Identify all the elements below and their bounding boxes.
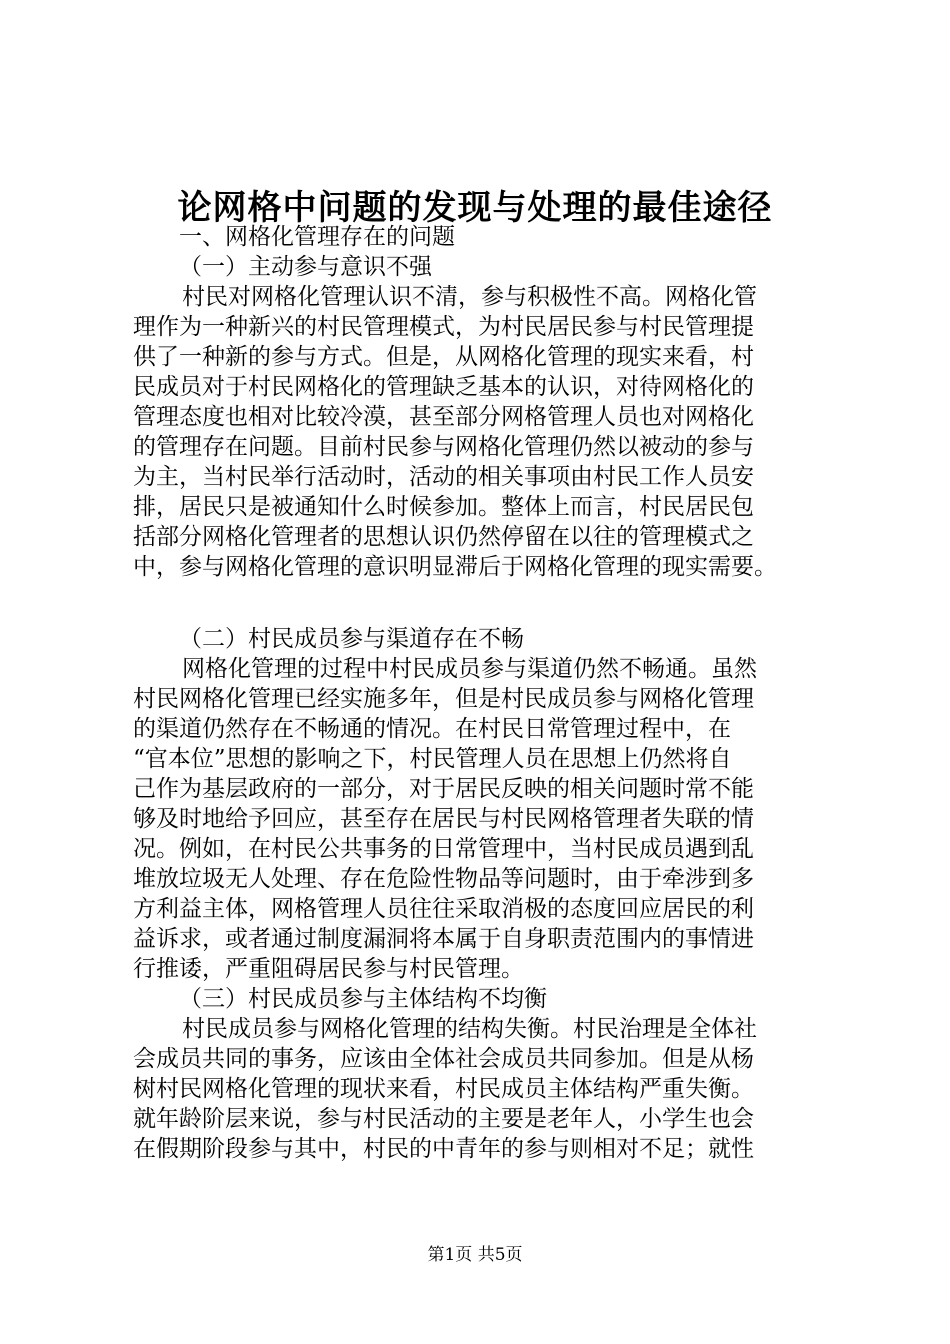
paragraph-line: 网格化管理的过程中村民成员参与渠道仍然不畅通。虽然: [182, 656, 757, 682]
paragraph-line: 的管理存在问题。目前村民参与网格化管理仍然以被动的参与: [133, 434, 754, 460]
document-title: 论网格中问题的发现与处理的最佳途径: [177, 188, 773, 228]
paragraph-line: 方利益主体，网格管理人员往往采取消极的态度回应居民的利: [133, 896, 754, 922]
paragraph-line: 况。例如，在村民公共事务的日常管理中，当村民成员遇到乱: [133, 836, 754, 862]
paragraph-line: 益诉求，或者通过制度漏洞将本属于自身职责范围内的事情进: [133, 926, 754, 952]
paragraph-line: 己作为基层政府的一部分，对于居民反映的相关问题时常不能: [133, 776, 754, 802]
paragraph-line: 行推诿，严重阻碍居民参与村民管理。: [133, 956, 524, 982]
paragraph-line: 村民网格化管理已经实施多年，但是村民成员参与网格化管理: [133, 686, 754, 712]
paragraph-line: “官本位”思想的影响之下，村民管理人员在思想上仍然将自: [133, 746, 732, 772]
paragraph-line: 供了一种新的参与方式。但是，从网格化管理的现实来看，村: [133, 344, 754, 370]
paragraph-line: 村民成员参与网格化管理的结构失衡。村民治理是全体社: [182, 1016, 757, 1042]
paragraph-line: 管理态度也相对比较冷漠，甚至部分网格管理人员也对网格化: [133, 404, 754, 430]
heading-level-1: 一、网格化管理存在的问题: [179, 224, 455, 250]
page-footer: 第1页 共5页: [427, 1245, 523, 1265]
section-2-block: [133, 624, 833, 1164]
paragraph-line: 排，居民只是被通知什么时候参加。整体上而言，村民居民包: [133, 494, 754, 520]
paragraph-line: 的渠道仍然存在不畅通的情况。在村民日常管理过程中，在: [133, 716, 731, 742]
paragraph-line: 在假期阶段参与其中，村民的中青年的参与则相对不足；就性: [133, 1136, 754, 1162]
paragraph-line: 民成员对于村民网格化的管理缺乏基本的认识，对待网格化的: [133, 374, 754, 400]
paragraph-line: 为主，当村民举行活动时，活动的相关事项由村民工作人员安: [133, 464, 754, 490]
paragraph-line: 中，参与网格化管理的意识明显滞后于网格化管理的现实需要。: [133, 554, 777, 580]
section-3-heading: （三）村民成员参与主体结构不均衡: [179, 986, 547, 1012]
paragraph-line: 理作为一种新兴的村民管理模式，为村民居民参与村民管理提: [133, 314, 754, 340]
paragraph-line: 够及时地给予回应，甚至存在居民与村民网格管理者失联的情: [133, 806, 754, 832]
section-2-heading: （二）村民成员参与渠道存在不畅: [179, 626, 524, 652]
section-1-block: [133, 222, 833, 582]
paragraph-line: 树村民网格化管理的现状来看，村民成员主体结构严重失衡。: [133, 1076, 754, 1102]
paragraph-line: 堆放垃圾无人处理、存在危险性物品等问题时，由于牵涉到多: [133, 866, 754, 892]
paragraph-line: 就年龄阶层来说，参与村民活动的主要是老年人，小学生也会: [133, 1106, 754, 1132]
paragraph-line: 会成员共同的事务，应该由全体社会成员共同参加。但是从杨: [133, 1046, 754, 1072]
section-1-heading: （一）主动参与意识不强: [179, 254, 432, 280]
paragraph-line: 村民对网格化管理认识不清，参与积极性不高。网格化管: [182, 284, 757, 310]
paragraph-line: 括部分网格化管理者的思想认识仍然停留在以往的管理模式之: [133, 524, 754, 550]
